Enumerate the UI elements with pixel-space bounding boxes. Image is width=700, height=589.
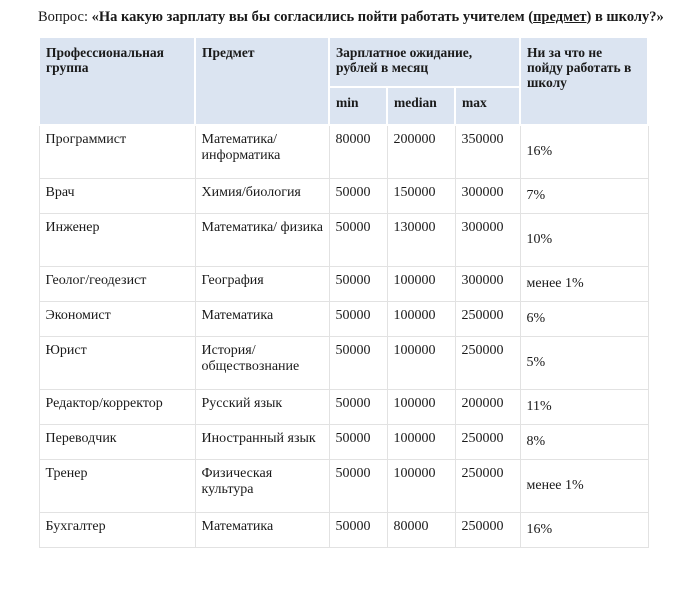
salary-expectations-table	[38, 36, 649, 548]
cell-min: 50000	[329, 213, 387, 266]
cell-max: 250000	[455, 301, 520, 336]
table-row	[39, 336, 648, 389]
cell-group: Переводчик	[39, 424, 195, 459]
cell-median: 100000	[387, 389, 455, 424]
cell-never: 16%	[520, 512, 648, 547]
cell-median: 130000	[387, 213, 455, 266]
cell-median: 150000	[387, 178, 455, 213]
table-row	[39, 512, 648, 547]
cell-max: 250000	[455, 512, 520, 547]
cell-median: 100000	[387, 459, 455, 512]
cell-max: 250000	[455, 424, 520, 459]
table-row	[39, 178, 648, 213]
cell-never: 16%	[520, 125, 648, 178]
cell-subject: Русский язык	[195, 389, 329, 424]
cell-median: 200000	[387, 125, 455, 178]
cell-max: 300000	[455, 178, 520, 213]
cell-group: Тренер	[39, 459, 195, 512]
cell-min: 50000	[329, 301, 387, 336]
cell-min: 50000	[329, 336, 387, 389]
cell-max: 300000	[455, 266, 520, 301]
cell-never: менее 1%	[520, 266, 648, 301]
cell-max: 250000	[455, 459, 520, 512]
table-row	[39, 459, 648, 512]
cell-min: 80000	[329, 125, 387, 178]
cell-group: Экономист	[39, 301, 195, 336]
survey-question	[38, 9, 664, 26]
cell-subject: Математика/ информатика	[195, 125, 329, 178]
cell-never: 5%	[520, 336, 648, 389]
table-body	[39, 125, 648, 547]
question-prefix: Вопрос:	[38, 9, 92, 25]
cell-median: 100000	[387, 424, 455, 459]
cell-min: 50000	[329, 389, 387, 424]
cell-median: 80000	[387, 512, 455, 547]
header-never-work-in-school: Ни за что не пойду работать в школу	[520, 37, 648, 125]
table-row	[39, 389, 648, 424]
cell-group: Программист	[39, 125, 195, 178]
cell-max: 300000	[455, 213, 520, 266]
cell-max: 350000	[455, 125, 520, 178]
cell-min: 50000	[329, 459, 387, 512]
cell-min: 50000	[329, 512, 387, 547]
header-median: median	[387, 87, 455, 125]
cell-group: Врач	[39, 178, 195, 213]
header-max: max	[455, 87, 520, 125]
cell-subject: Физическая культура	[195, 459, 329, 512]
header-salary-expectation: Зарплатное ожидание, рублей в месяц	[329, 37, 520, 87]
cell-never: 8%	[520, 424, 648, 459]
cell-min: 50000	[329, 178, 387, 213]
table-row	[39, 424, 648, 459]
cell-min: 50000	[329, 266, 387, 301]
cell-median: 100000	[387, 336, 455, 389]
cell-group: Бухгалтер	[39, 512, 195, 547]
cell-never: 11%	[520, 389, 648, 424]
cell-never: 7%	[520, 178, 648, 213]
cell-max: 250000	[455, 336, 520, 389]
table-row	[39, 266, 648, 301]
cell-max: 200000	[455, 389, 520, 424]
cell-group: Инженер	[39, 213, 195, 266]
cell-median: 100000	[387, 301, 455, 336]
question-text: «На какую зарплату вы бы согласились пойти работать учителем (предмет) в школу?»	[91, 9, 664, 25]
cell-subject: Математика	[195, 512, 329, 547]
table-row	[39, 213, 648, 266]
cell-subject: История/ обществознание	[195, 336, 329, 389]
cell-group: Юрист	[39, 336, 195, 389]
cell-never: 10%	[520, 213, 648, 266]
cell-subject: Иностранный язык	[195, 424, 329, 459]
table-row	[39, 301, 648, 336]
question-underlined-word: предмет	[533, 9, 587, 25]
cell-never: менее 1%	[520, 459, 648, 512]
cell-subject: Математика/ физика	[195, 213, 329, 266]
header-min: min	[329, 87, 387, 125]
table-row	[39, 125, 648, 178]
header-subject: Предмет	[195, 37, 329, 125]
cell-subject: Математика	[195, 301, 329, 336]
cell-min: 50000	[329, 424, 387, 459]
cell-group: Геолог/геодезист	[39, 266, 195, 301]
cell-subject: Химия/биология	[195, 178, 329, 213]
cell-subject: География	[195, 266, 329, 301]
cell-median: 100000	[387, 266, 455, 301]
header-professional-group: Профессиональная группа	[39, 37, 195, 125]
cell-group: Редактор/корректор	[39, 389, 195, 424]
cell-never: 6%	[520, 301, 648, 336]
